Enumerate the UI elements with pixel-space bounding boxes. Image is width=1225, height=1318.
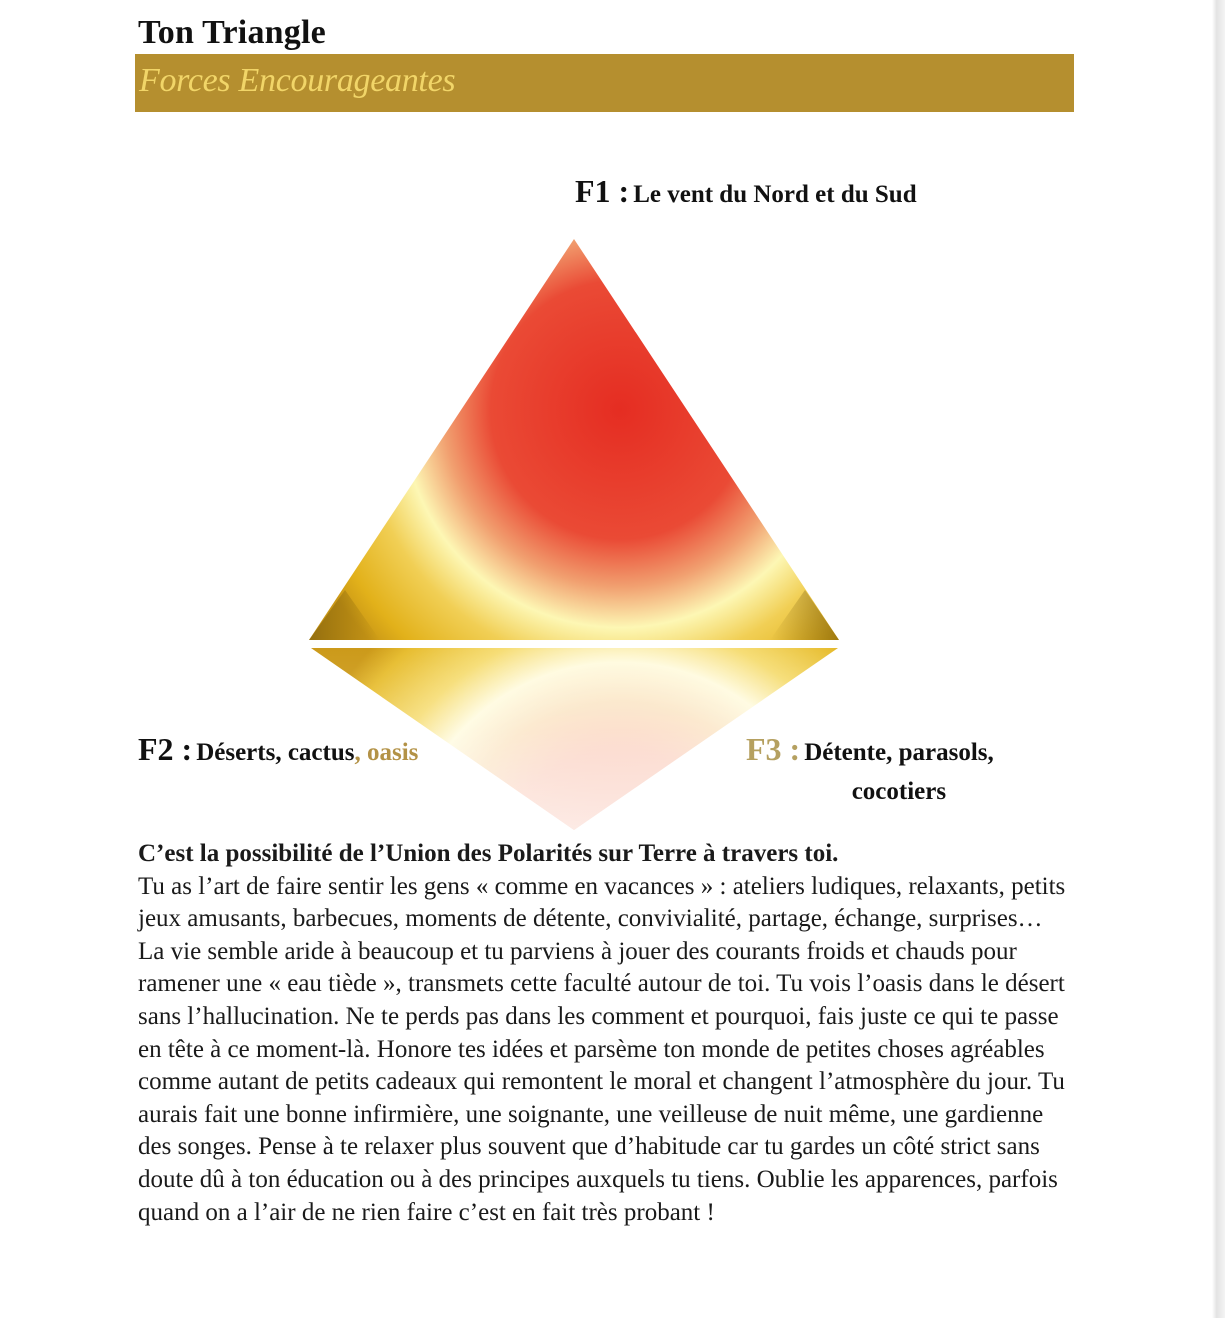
section-banner	[135, 54, 1074, 112]
triangle-shape	[309, 239, 839, 640]
label-f1-number: F1 :	[575, 173, 630, 209]
page-edge-shadow	[1212, 0, 1225, 1318]
label-f3-text-line2: cocotiers	[851, 778, 947, 805]
body-text	[138, 838, 1078, 1229]
lead-sentence: C’est la possibilité de l’Union des Polarités sur Terre à travers toi.	[138, 840, 839, 867]
page-title: Ton Triangle	[138, 14, 326, 51]
paragraph-1: Tu as l’art de faire sentir les gens « comme en vacances » : ateliers ludiques, relaxants, petits jeux amusants, barbecues, moments de détente, convivialité, partage, échange, surprises…	[138, 872, 1066, 933]
label-f3-text: Détente, parasols,	[804, 739, 994, 766]
label-f3-number: F3 :	[746, 731, 801, 767]
label-f3	[746, 731, 994, 810]
label-f2-number: F2 :	[138, 731, 193, 767]
banner-title: Forces Encourageantes	[139, 62, 456, 99]
paragraph-2: La vie semble aride à beaucoup et tu parviens à jouer des courants froids et chauds pour ramener une « eau tiède », transmets cette faculté autour de toi. Tu vois l’oasis dans le désert sans l’hallucination. Ne te perds pas dans les comment et pourquoi, fais juste ce qui te passe en tête à ce moment-là. Honore tes idées et parsème ton monde de petites choses agréables comme autant de petits cadeaux qui remontent le moral et changent l’atmosphère du jour. Tu aurais fait une bonne infirmière, une soignante, une veilleuse de nuit même, une gardienne des songes. Pense à te relaxer plus souvent que d’habitude car tu gardes un côté strict sans doute dû à ton éducation ou à des principes auxquels tu tiens. Oublie les apparences, parfois quand on a l’air de ne rien faire c’est en fait très probant !	[138, 937, 1065, 1226]
label-f2	[138, 731, 418, 768]
label-f1	[575, 173, 917, 210]
label-f2-comma: ,	[354, 739, 361, 766]
label-f2-text: Déserts, cactus	[196, 739, 355, 766]
label-f2-oasis: oasis	[360, 739, 419, 766]
label-f1-text: Le vent du Nord et du Sud	[633, 181, 917, 208]
